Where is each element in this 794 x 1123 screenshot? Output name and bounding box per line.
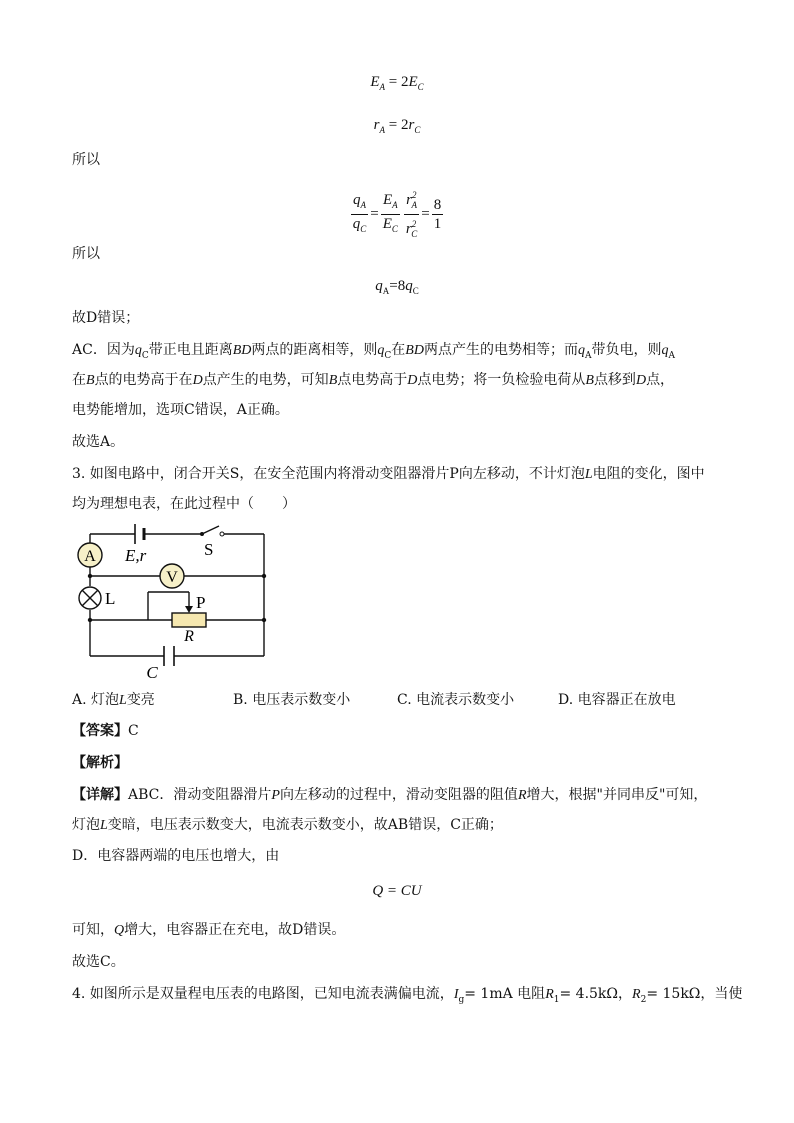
slider-arrow-icon [185, 606, 193, 613]
resistor-icon [172, 613, 206, 627]
ac-paragraph-line-2: 在B点的电势高于在D点产生的电势，可知B点电势高于D点电势；将一负检验电荷从B点移到D点， [72, 372, 675, 388]
equation-ra-2rc: $r_A = 2r_C$ [373, 117, 421, 135]
choose-c-text: 故选C。 [72, 954, 125, 970]
ac-paragraph-line-3: 电势能增加，选项C错误，A正确。 [72, 402, 289, 418]
choose-a-text: 故选A。 [72, 434, 125, 450]
lamp-label: L [105, 589, 116, 608]
resistor-label: R [184, 628, 194, 645]
option-b: B. 电压表示数变小 [233, 692, 351, 708]
detail-line-3: D．电容器两端的电压也增大，由 [72, 848, 280, 864]
battery-label: E,r [125, 546, 147, 565]
voltmeter-label: V [166, 569, 178, 586]
answer-label: 【答案】 [72, 723, 128, 739]
detail-line-1: 【详解】ABC．滑动变阻器滑片P向左移动的过程中，滑动变阻器的阻值R增大，根据"并同串反"可知， [72, 787, 708, 803]
d-wrong-text: 故D错误； [72, 310, 140, 326]
conclusion-line: 可知，Q增大，电容器正在充电，故D错误。 [72, 922, 346, 938]
circuit-diagram [72, 520, 272, 685]
equation-ea-2ec: $E_A = 2E_C$ [370, 74, 424, 92]
question-4-line-1: 4. 如图所示是双量程电压表的电路图，已知电流表满偏电流，$I_g= 1mA$ 电阻$R_1= 4.5k\Omega$，$R_2= 15k\Omega$，当使 [72, 986, 743, 1005]
switch-label: S [204, 540, 214, 559]
so-text-2: 所以 [72, 246, 100, 262]
equation-q-cu: Q = CU [372, 883, 422, 899]
ac-paragraph-line-1: AC．因为$q_C$带正电且距离BD两点的距离相等，则$q_C$在BD两点产生的电势相等；而$q_A$带负电，则$q_A$ [72, 342, 675, 361]
equation-charge-ratio: $\frac{q_A}{q_C}$ = $\frac{E_A}{E_C}$ $\frac{r^2_A}{r^2_C}$ = $\frac{8}{1}$ [0, 186, 794, 243]
option-d: D. 电容器正在放电 [558, 692, 676, 708]
junction-dot [88, 618, 92, 622]
answer-value: C [128, 723, 139, 739]
analysis-label: 【解析】 [72, 755, 128, 771]
switch-pivot [200, 532, 204, 536]
switch-contact [220, 532, 224, 536]
junction-dot [262, 574, 266, 578]
capacitor-label: C [146, 663, 158, 682]
answer-line [72, 721, 139, 741]
option-c: C. 电流表示数变小 [397, 692, 515, 708]
question-3-line-1: 3. 如图电路中，闭合开关S，在安全范围内将滑动变阻器滑片P向左移动，不计灯泡L电阻的变化，图中 [72, 466, 705, 482]
ammeter-label: A [84, 548, 96, 565]
junction-dot [88, 574, 92, 578]
equation-qa-8qc: $q_A=8q_C$ [375, 278, 419, 296]
slider-label: P [196, 593, 206, 612]
question-3-line-2: 均为理想电表，在此过程中（ ） [72, 496, 296, 512]
option-a: A. 灯泡L变亮 [72, 692, 155, 708]
detail-line-2: 灯泡L变暗，电压表示数变大，电流表示数变小，故AB错误，C正确； [72, 817, 503, 833]
junction-dot [262, 618, 266, 622]
so-text-1: 所以 [72, 152, 100, 168]
